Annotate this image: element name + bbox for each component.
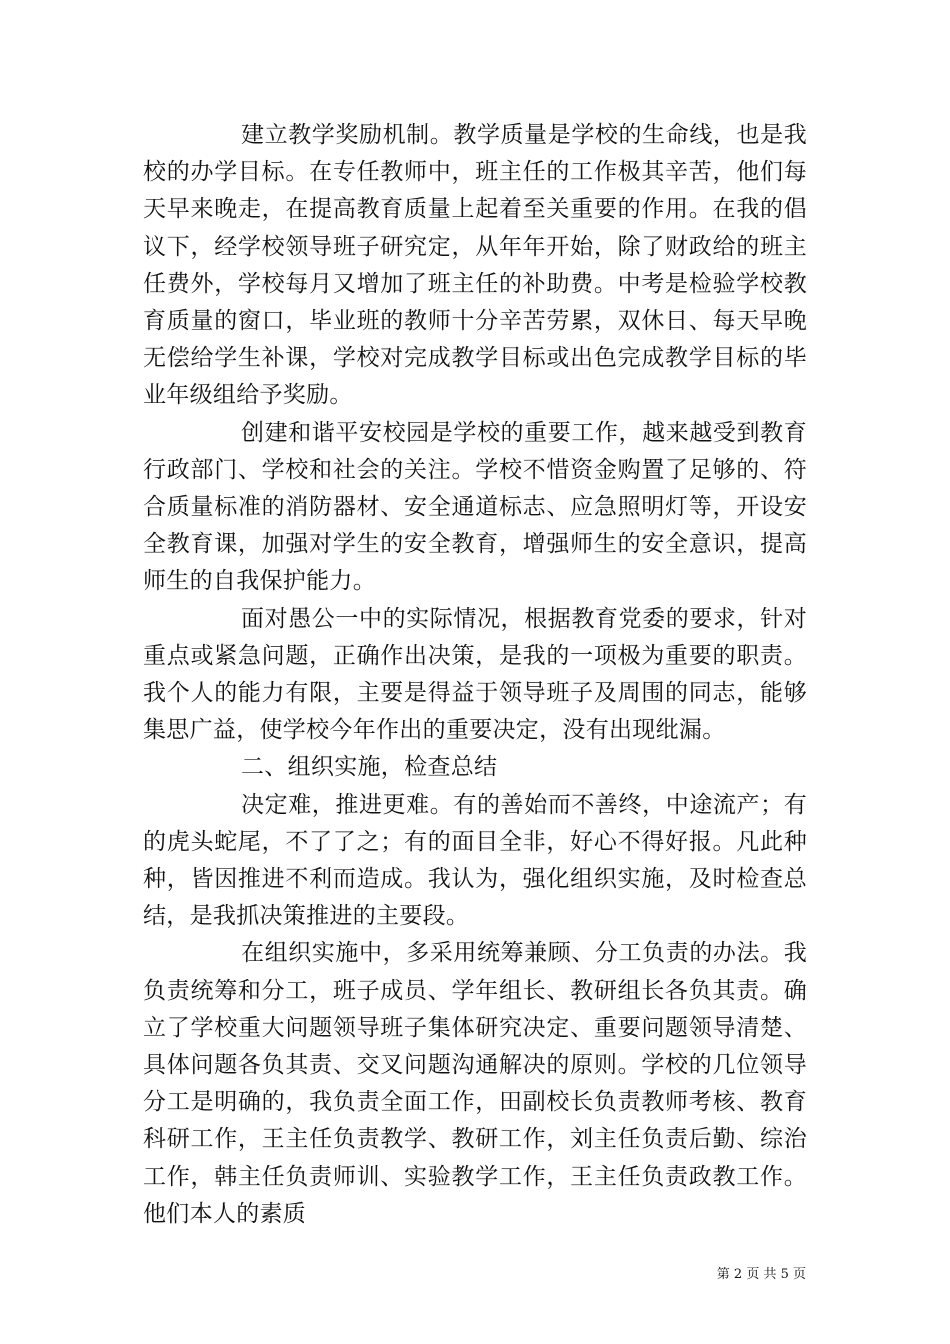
- paragraph-safe-campus: 创建和谐平安校园是学校的重要工作，越来越受到教育行政部门、学校和社会的关注。学校不惜资金购置了足够的、符合质量标准的消防器材、安全通道标志、应急照明灯等，开设安全教育课，加强对学生的安全教育，增强师生的安全意识，提高师生的自我保护能力。: [143, 419, 807, 595]
- paragraph-implementation: 决定难，推进更难。有的善始而不善终，中途流产；有的虎头蛇尾，不了了之；有的面目全非，好心不得好报。凡此种种，皆因推进不利而造成。我认为，强化组织实施，及时检查总结，是我抓决策推进的主要段。: [143, 791, 807, 930]
- section-heading: 二、组织实施，检查总结: [241, 754, 498, 781]
- paragraph-decision-duty: 面对愚公一中的实际情况，根据教育党委的要求，针对重点或紧急问题，正确作出决策，是我的一项极为重要的职责。我个人的能力有限，主要是得益于领导班子及周围的同志，能够集思广益，使学校今年作出的重要决定，没有出现纰漏。: [143, 605, 807, 744]
- paragraph-division-of-labor: 在组织实施中，多采用统筹兼顾、分工负责的办法。我负责统筹和分工，班子成员、学年组长、教研组长各负其责。确立了学校重大问题领导班子集体研究决定、重要问题领导清楚、具体问题各负其责、交叉问题沟通解决的原则。学校的几位领导分工是明确的，我负责全面工作，田副校长负责教师考核、教育科研工作，王主任负责教学、教研工作，刘主任负责后勤、综治工作，韩主任负责师训、实验教学工作，王主任负责政教工作。他们本人的素质: [143, 940, 807, 1227]
- page-number-footer: 第 2 页 共 5 页: [716, 1267, 806, 1282]
- document-body: [143, 117, 807, 1233]
- paragraph-teaching-rewards: 建立教学奖励机制。教学质量是学校的生命线，也是我校的办学目标。在专任教师中，班主任的工作极其辛苦，他们每天早来晚走，在提高教育质量上起着至关重要的作用。在我的倡议下，经学校领导班子研究定，从年年开始，除了财政给的班主任费外，学校每月又增加了班主任的补助费。中考是检验学校教育质量的窗口，毕业班的教师十分辛苦劳累，双休日、每天早晚无偿给学生补课，学校对完成教学目标或出色完成教学目标的毕业年级组给予奖励。: [143, 122, 807, 409]
